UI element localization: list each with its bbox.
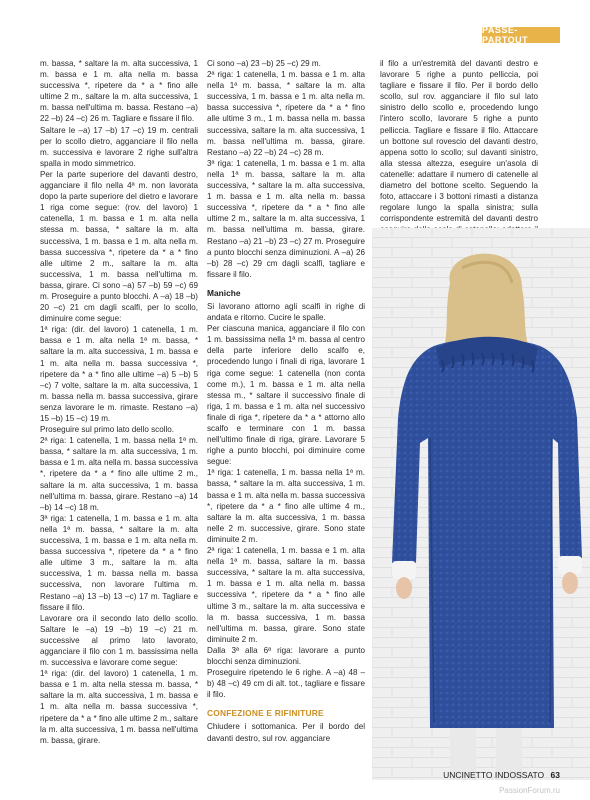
model-illustration	[372, 228, 590, 780]
section-tag: PASSE-PARTOUT	[482, 27, 560, 43]
model-photo	[372, 228, 590, 780]
paragraph: Saltare le –a) 17 –b) 17 –c) 19 m. centrali per lo scollo dietro, agganciare il filo nella m. successiva e lavorare 2 righe sull'altra spalla in modo simmetrico.	[40, 125, 198, 168]
text-column-1	[40, 58, 198, 773]
paragraph: Si lavorano attorno agli scalfi in righe di andata e ritorno. Cucire le spalle.	[207, 301, 365, 323]
paragraph: Proseguire sul primo lato dello scollo.	[40, 425, 175, 435]
left-cuff	[392, 561, 416, 579]
right-cuff	[558, 556, 582, 574]
maniche-heading: Maniche	[207, 287, 241, 298]
paragraph: 1ª riga: 1 catenella, 1 m. bassa nella 1ª m. bassa, * saltare la m. alta successiva, 1 m. bassa e 1 m. alta nella m. bassa successiva *, ripetere da * a * fino alle ultime 4 m., saltare la m. alta successiva, 1 m. bassa nelle 2 m. successive, girare. Sono state diminuite 2 m.	[207, 468, 365, 544]
magazine-title: UNCINETTO INDOSSATO	[443, 770, 545, 780]
paragraph: Dalla 3ª alla 6ª riga: lavorare a punto blocchi senza diminuzioni.	[207, 645, 365, 666]
paragraph: 1ª riga: (dir. del lavoro) 1 catenella, 1 m. bassa e 1 m. alta nella 1ª m. bassa, * saltare la m. alta successiva, 1 m. bassa e 1 m. alta nella m. bassa successiva *, ripetere da * a * fino alle ultime –a) 5 –b) 5 –c) 7 volte, saltare la m. alta successiva, 1 m. bassa nella m. bassa successiva, girare senza lavorare le m. rimaste. Restano –a) 15 –b) 15 –c) 19 m.	[40, 325, 198, 423]
confezione-heading: CONFEZIONE E RIFINITURE	[207, 708, 324, 719]
paragraph: Proseguire ripetendo le 6 righe. A –a) 48 –b) 48 –c) 49 cm di alt. tot., tagliare e fissare il filo.	[207, 668, 365, 700]
paragraph: Per la parte superiore del davanti destro, agganciare il filo nella 4ª m. non lavorata dopo la parte superiore del dietro e lavorare 1 riga come segue: (rov. del lavoro) 1 catenella, 1 m. bassa e 1 m. alta nella stessa m. bassa, * saltare la m. alta successiva, 1 m. bassa e 1 m. alta nella m. bassa successiva *, ripetere da * a * fino alle ultime 2 m., saltare la m. alta successiva, 1 m. bassa nell'ultima m. bassa, girare. Ci sono –a) 57 –b) 59 –c) 69 m. Proseguire a punto blocchi. A –a) 18 –b) 20 –c) 21 cm dagli scalfi, per lo scollo, diminuire come segue:	[40, 169, 198, 324]
watermark: PassionForum.ru	[499, 786, 560, 795]
paragraph: 2ª riga: 1 catenella, 1 m. bassa nella 1ª m. bassa, * saltare la m. alta successiva, 1 m. bassa e 1 m. alta nella m. bassa successiva *, ripetere da * a * fino alle ultime 2 m., saltare la m. alta successiva, 1 m. bassa nell'ultima m. bassa, girare. Restano –a) 14 –b) 14 –c) 18 m.	[40, 436, 198, 512]
page-footer	[443, 770, 560, 780]
paragraph: m. bassa, * saltare la m. alta successiva, 1 m. bassa e 1 m. alta nella m. bassa successiva *, ripetere da * a * fino alle ultime 2 m., saltare la m. alta successiva, 1 m. bassa nell'ultima m. bassa. Restano –a) 22 –b) 24 –c) 26 m. Tagliare e fissare il filo.	[40, 59, 198, 124]
paragraph: Lavorare ora il secondo lato dello scollo. Saltare le –a) 19 –b) 19 –c) 21 m. successive al primo lato lavorato, agganciare il filo con 1 m. bassissima nella m. successiva e lavorare come segue:	[40, 613, 198, 668]
paragraph: 3ª riga: 1 catenella, 1 m. bassa e 1 m. alta nella 1ª m. bassa, saltare la m. alta successiva, * saltare la m. alta successiva, 1 m. bassa e 1 m. alta nella m. bassa successiva *, ripetere da * a * fino alle ultime 2 m., saltare la m. alta successiva, 1 m. bassa nell'ultima m. bassa, girare. Restano –a) 21 –b) 23 –c) 27 m. Proseguire a punto blocchi senza diminuzioni. A –a) 26 –b) 28 –c) 29 cm dagli scalfi, tagliare e fissare il filo.	[207, 158, 365, 279]
paragraph: Ci sono –a) 23 –b) 25 –c) 29 m.	[207, 59, 321, 68]
text-column-2	[207, 58, 365, 773]
paragraph: 1ª riga: (dir. del lavoro) 1 catenella, 1 m. bassa e 1 m. alta nella stessa m. bassa, * saltare la m. alta successiva, 1 m. bassa e 1 m. alta nella m. bassa successiva *, ripetere da * a * fino alle ultime 2 m., saltare la m. alta successiva, 1 m. bassa nell'ultima m. bassa, girare.	[40, 669, 198, 745]
paragraph: 2ª riga: 1 catenella, 1 m. bassa e 1 m. alta nella 1ª m. bassa, * saltare la m. alta successiva, 1 m. bassa e 1 m. alta nella m. bassa successiva *, ripetere da * a * fino alle ultime 3 m., 1 m. bassa nella m. bassa successiva, saltare la m. alta successiva, 1 m. bassa nell'ultima m. bassa, girare. Restano –a) 22 –b) 24 –c) 28 m.	[207, 70, 365, 157]
paragraph: Per ciascuna manica, agganciare il filo con 1 m. bassissima nella 1ª m. bassa al centro della parte inferiore dello scalfo e, procedendo lungo i finali di riga, lavorare 1 riga come segue: 1 catenella (non conta come m.), 1 m. bassa e 1 m. alta nella stessa m., * saltare il successivo finale di riga, 1 m. bassa e 1 m. alta nel successivo finale di riga *, ripetere da * a * attorno allo scalfo e terminare con 1 m. bassa nell'ultimo finale di riga, girare. Lavorare 5 righe a punto blocchi, poi diminuire come segue:	[207, 324, 365, 467]
paragraph: 3ª riga: 1 catenella, 1 m. bassa e 1 m. alta nella 1ª m. bassa, * saltare la m. alta successiva, 1 m. bassa e 1 m. alta nella m. bassa successiva *, ripetere da * a * fino alle ultime 3 m., saltare la m. alta successiva, 1 m. bassa nella m. bassa successiva, non lavorare l'ultima m. Restano –a) 13 –b) 13 –c) 17 m. Tagliare e fissare il filo.	[40, 513, 198, 612]
page-number: 63	[550, 770, 560, 780]
paragraph: 2ª riga: 1 catenella, 1 m. bassa e 1 m. alta nella 1ª m. bassa, saltare la m. bassa successiva, * saltare la m. alta successiva, 1 m. bassa e 1 m. alta nella m. bassa successiva *, ripetere da * a * fino alle ultime 3 m., saltare la m. alta successiva e la m. bassa successiva, 1 m. bassa nell'ultima m. bassa, girare. Sono state diminuite 2 m.	[207, 546, 365, 644]
paragraph: il filo a un'estremità del davanti destro e lavorare 5 righe a punto pelliccia, poi tagliare e fissare il filo. Per il bordo dello scollo, sul rov. agganciare il filo sul lato sinistro dello scollo e, procedendo lungo l'intero scollo, lavorare 5 righe a punto pelliccia. Tagliare e fissare il filo. Attaccare un bottone sul rovescio del davanti destro, appena sotto lo scollo; sul davanti sinistro, alla stessa altezza, eseguire un'asola di catenelle: adattare il numero di catenelle al diametro del bottone scelto. Seguendo la foto, attaccare i 3 bottoni rimasti a distanza regolare lungo la spalla sinistra; sulla corrispondente estremità del davanti destro	[380, 59, 538, 224]
paragraph: Chiudere i sottomanica. Per il bordo del davanti destro, sul rov. agganciare	[207, 722, 365, 743]
